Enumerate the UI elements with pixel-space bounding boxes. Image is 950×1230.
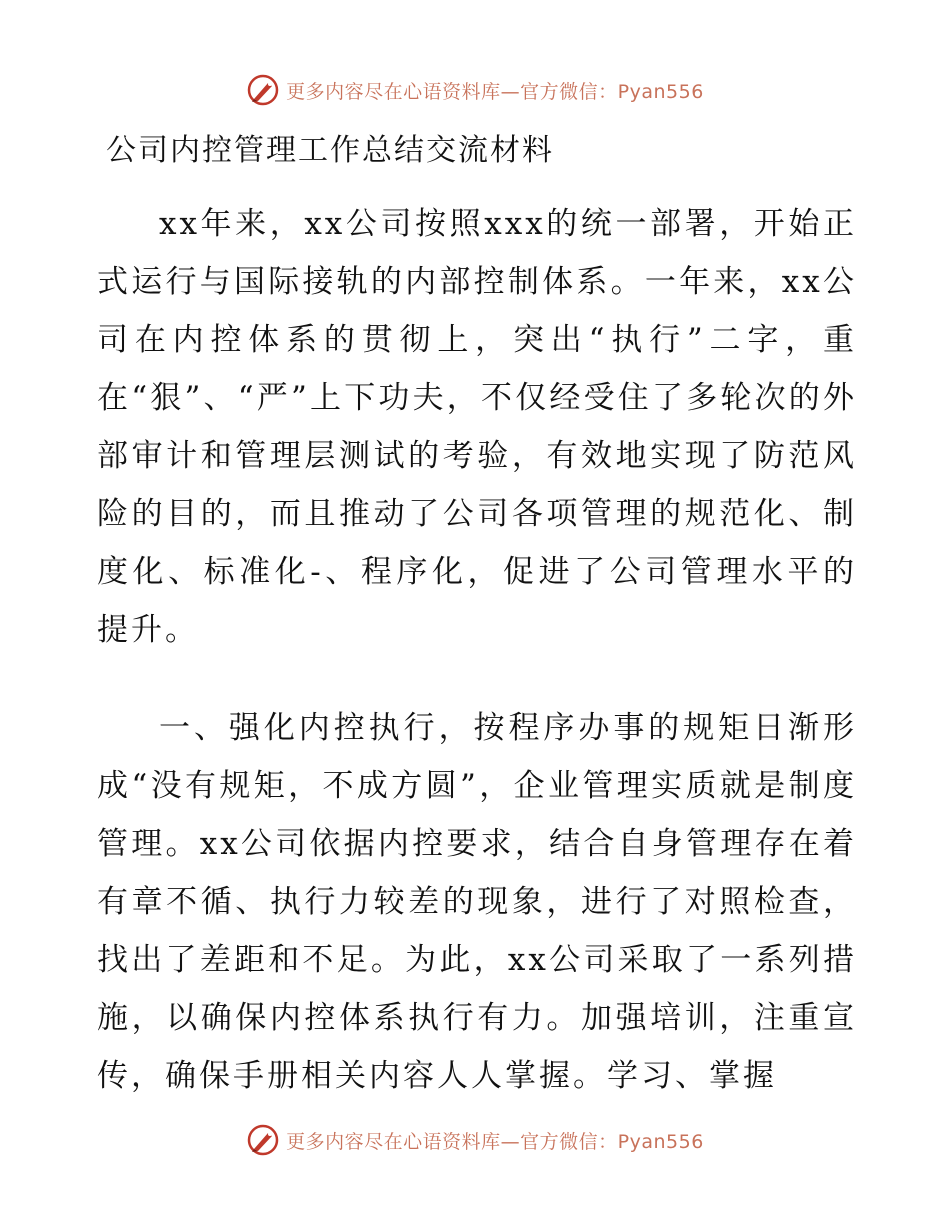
- document-body: [97, 195, 857, 1105]
- document-title: 公司内控管理工作总结交流材料: [106, 133, 554, 168]
- paragraph-section-one: 一、强化内控执行，按程序办事的规矩日渐形成“没有规矩，不成方圆”，企业管理实质就是制度管理。xx公司依据内控要求，结合自身管理存在着有章不循、执行力较差的现象，进行了对照检查，找出了差距和不足。为此，xx公司采取了一系列措施，以确保内控体系执行有力。加强培训，注重宣传，确保手册相关内容人人掌握。学习、掌握: [97, 710, 857, 1094]
- watermark-text: 更多内容尽在心语资料库—官方微信：Pyan556: [286, 80, 704, 103]
- pen-logo-icon: [246, 1123, 280, 1157]
- watermark-text: 更多内容尽在心语资料库—官方微信：Pyan556: [286, 1130, 704, 1153]
- header-watermark: [0, 70, 950, 110]
- pen-logo-icon: [246, 73, 280, 107]
- paragraph-intro: xx年来，xx公司按照xxx的统一部署，开始正式运行与国际接轨的内部控制体系。一年来，xx公司在内控体系的贯彻上，突出“执行”二字，重在“狠”、“严”上下功夫，不仅经受住了多轮次的外部审计和管理层测试的考验，有效地实现了防范风险的目的，而且推动了公司各项管理的规范化、制度化、标准化-、程序化，促进了公司管理水平的提升。: [97, 206, 857, 648]
- footer-watermark: [0, 1120, 950, 1160]
